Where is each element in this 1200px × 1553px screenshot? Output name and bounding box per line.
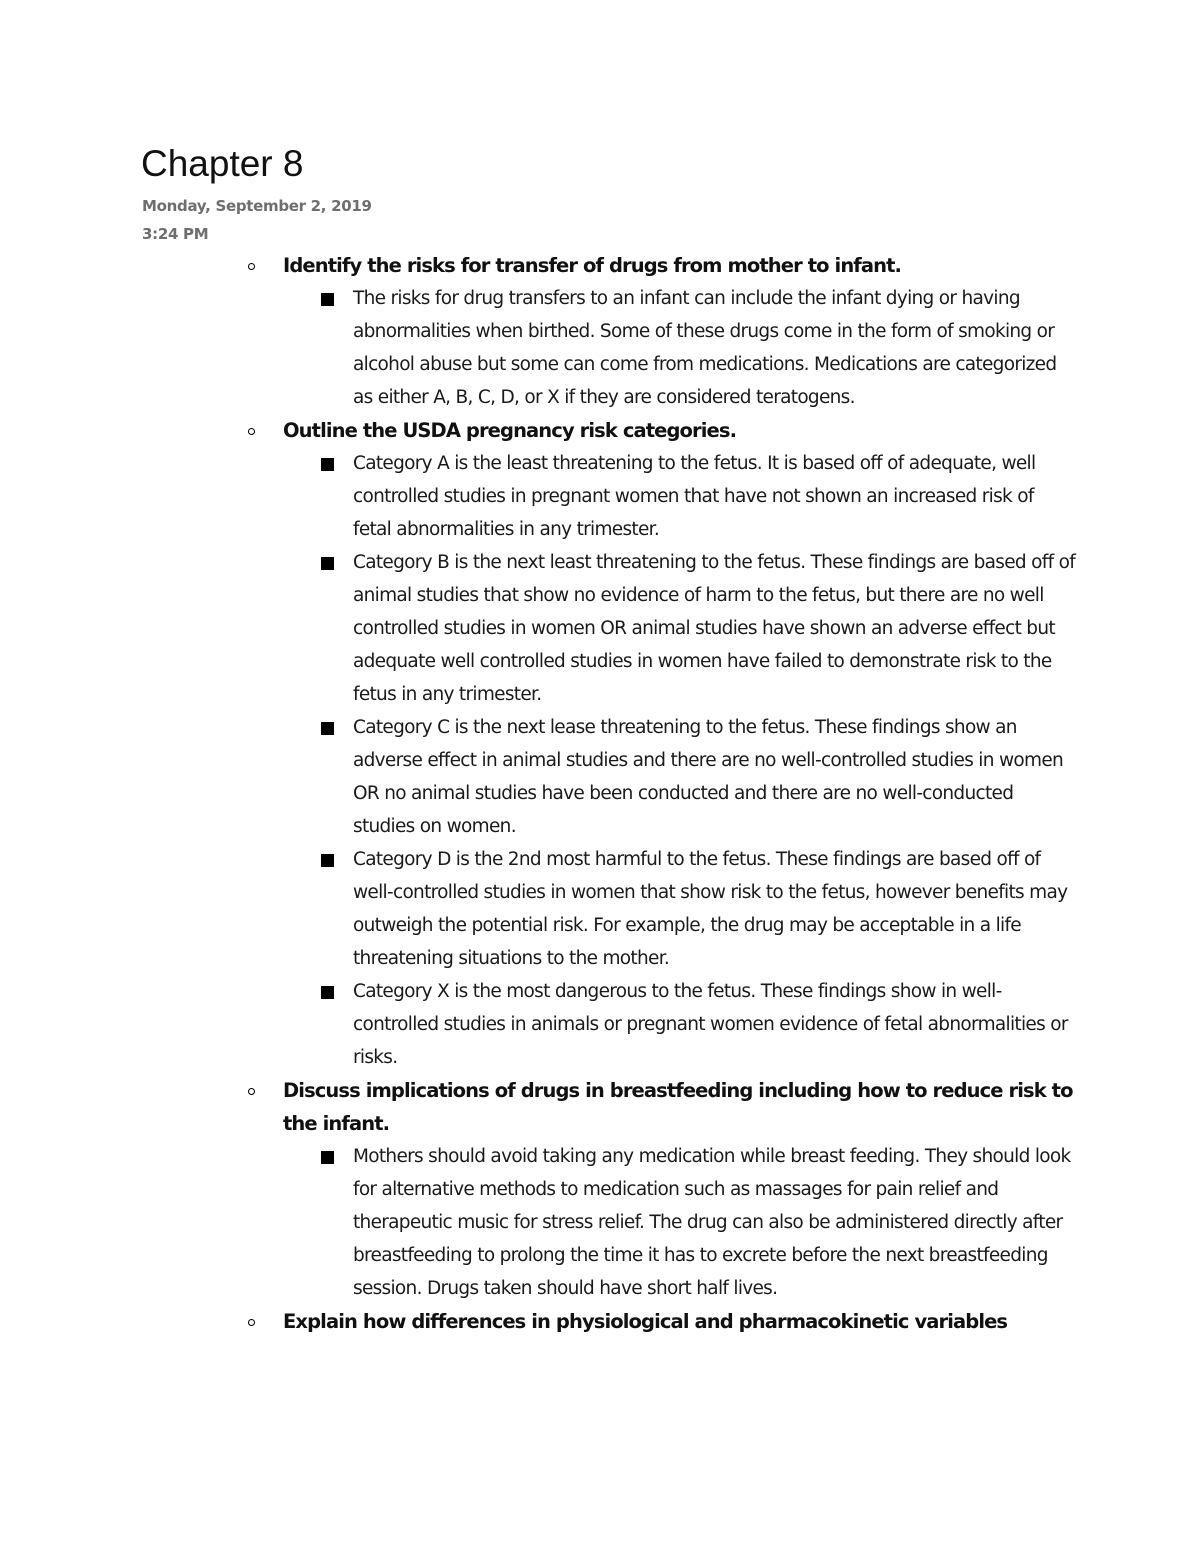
answer-item	[283, 447, 1076, 546]
hollow-circle-bullet-icon	[248, 1319, 255, 1326]
answer-text: Category D is the 2nd most harmful to the fetus. These findings are based off of well-controlled studies in women that show risk to the fetus, however benefits may outweigh the potential risk. For example, the drug may be acceptable in a life threatening situations to the mother.	[353, 849, 1068, 969]
answer-text: The risks for drug transfers to an infant can include the infant dying or having abnormalities when birthed. Some of these drugs come in the form of smoking or alcohol abuse but some can come from medications. Medications are categorized as either A, B, C, D, or X if they are considered teratogens.	[353, 288, 1057, 408]
answer-item	[283, 282, 1076, 414]
objective-heading: Explain how differences in physiological and pharmacokinetic variables	[283, 1310, 1008, 1333]
hollow-circle-bullet-icon	[248, 263, 255, 270]
square-bullet-icon	[321, 986, 334, 999]
square-bullet-icon	[321, 557, 334, 570]
objective-item	[246, 1074, 1076, 1305]
answer-list	[283, 282, 1076, 414]
square-bullet-icon	[321, 1151, 334, 1164]
page-title: Chapter 8	[141, 143, 304, 184]
objective-heading: Identify the risks for transfer of drugs from mother to infant.	[283, 254, 902, 277]
answer-text: Category X is the most dangerous to the fetus. These findings show in well-controlled studies in animals or pregnant women evidence of fetal abnormalities or risks.	[353, 981, 1068, 1068]
answer-list	[283, 1140, 1076, 1305]
answer-item	[283, 975, 1076, 1074]
answer-text: Mothers should avoid taking any medication while breast feeding. They should look for alternative methods to medication such as massages for pain relief and therapeutic music for stress relief. The drug can also be administered directly after breastfeeding to prolong the time it has to excrete before the next breastfeeding session. Drugs taken should have short half lives.	[353, 1146, 1071, 1299]
square-bullet-icon	[321, 458, 334, 471]
answer-text: Category B is the next least threatening to the fetus. These findings are based off of animal studies that show no evidence of harm to the fetus, but there are no well controlled studies in women OR animal studies have shown an adverse effect but adequate well controlled studies in women have failed to demonstrate risk to the fetus in any trimester.	[353, 552, 1076, 705]
answer-text: Category A is the least threatening to the fetus. It is based off of adequate, well controlled studies in pregnant women that have not shown an increased risk of fetal abnormalities in any trimester.	[353, 453, 1036, 540]
hollow-circle-bullet-icon	[248, 1088, 255, 1095]
note-date: Monday, September 2, 2019	[142, 197, 372, 215]
objective-item	[246, 1305, 1076, 1338]
answer-item	[283, 711, 1076, 843]
note-time: 3:24 PM	[142, 225, 209, 243]
square-bullet-icon	[321, 293, 334, 306]
answer-list	[283, 447, 1076, 1074]
objectives-outline	[246, 249, 1076, 1338]
square-bullet-icon	[321, 854, 334, 867]
answer-item	[283, 843, 1076, 975]
objective-item	[246, 249, 1076, 414]
objective-item	[246, 414, 1076, 1074]
hollow-circle-bullet-icon	[248, 428, 255, 435]
objective-heading: Discuss implications of drugs in breastfeeding including how to reduce risk to the infant.	[283, 1079, 1073, 1135]
answer-text: Category C is the next lease threatening to the fetus. These findings show an adverse effect in animal studies and there are no well-controlled studies in women OR no animal studies have been conducted and there are no well-conducted studies on women.	[353, 717, 1064, 837]
square-bullet-icon	[321, 722, 334, 735]
answer-item	[283, 546, 1076, 711]
answer-item	[283, 1140, 1076, 1305]
objective-heading: Outline the USDA pregnancy risk categories.	[283, 419, 737, 442]
